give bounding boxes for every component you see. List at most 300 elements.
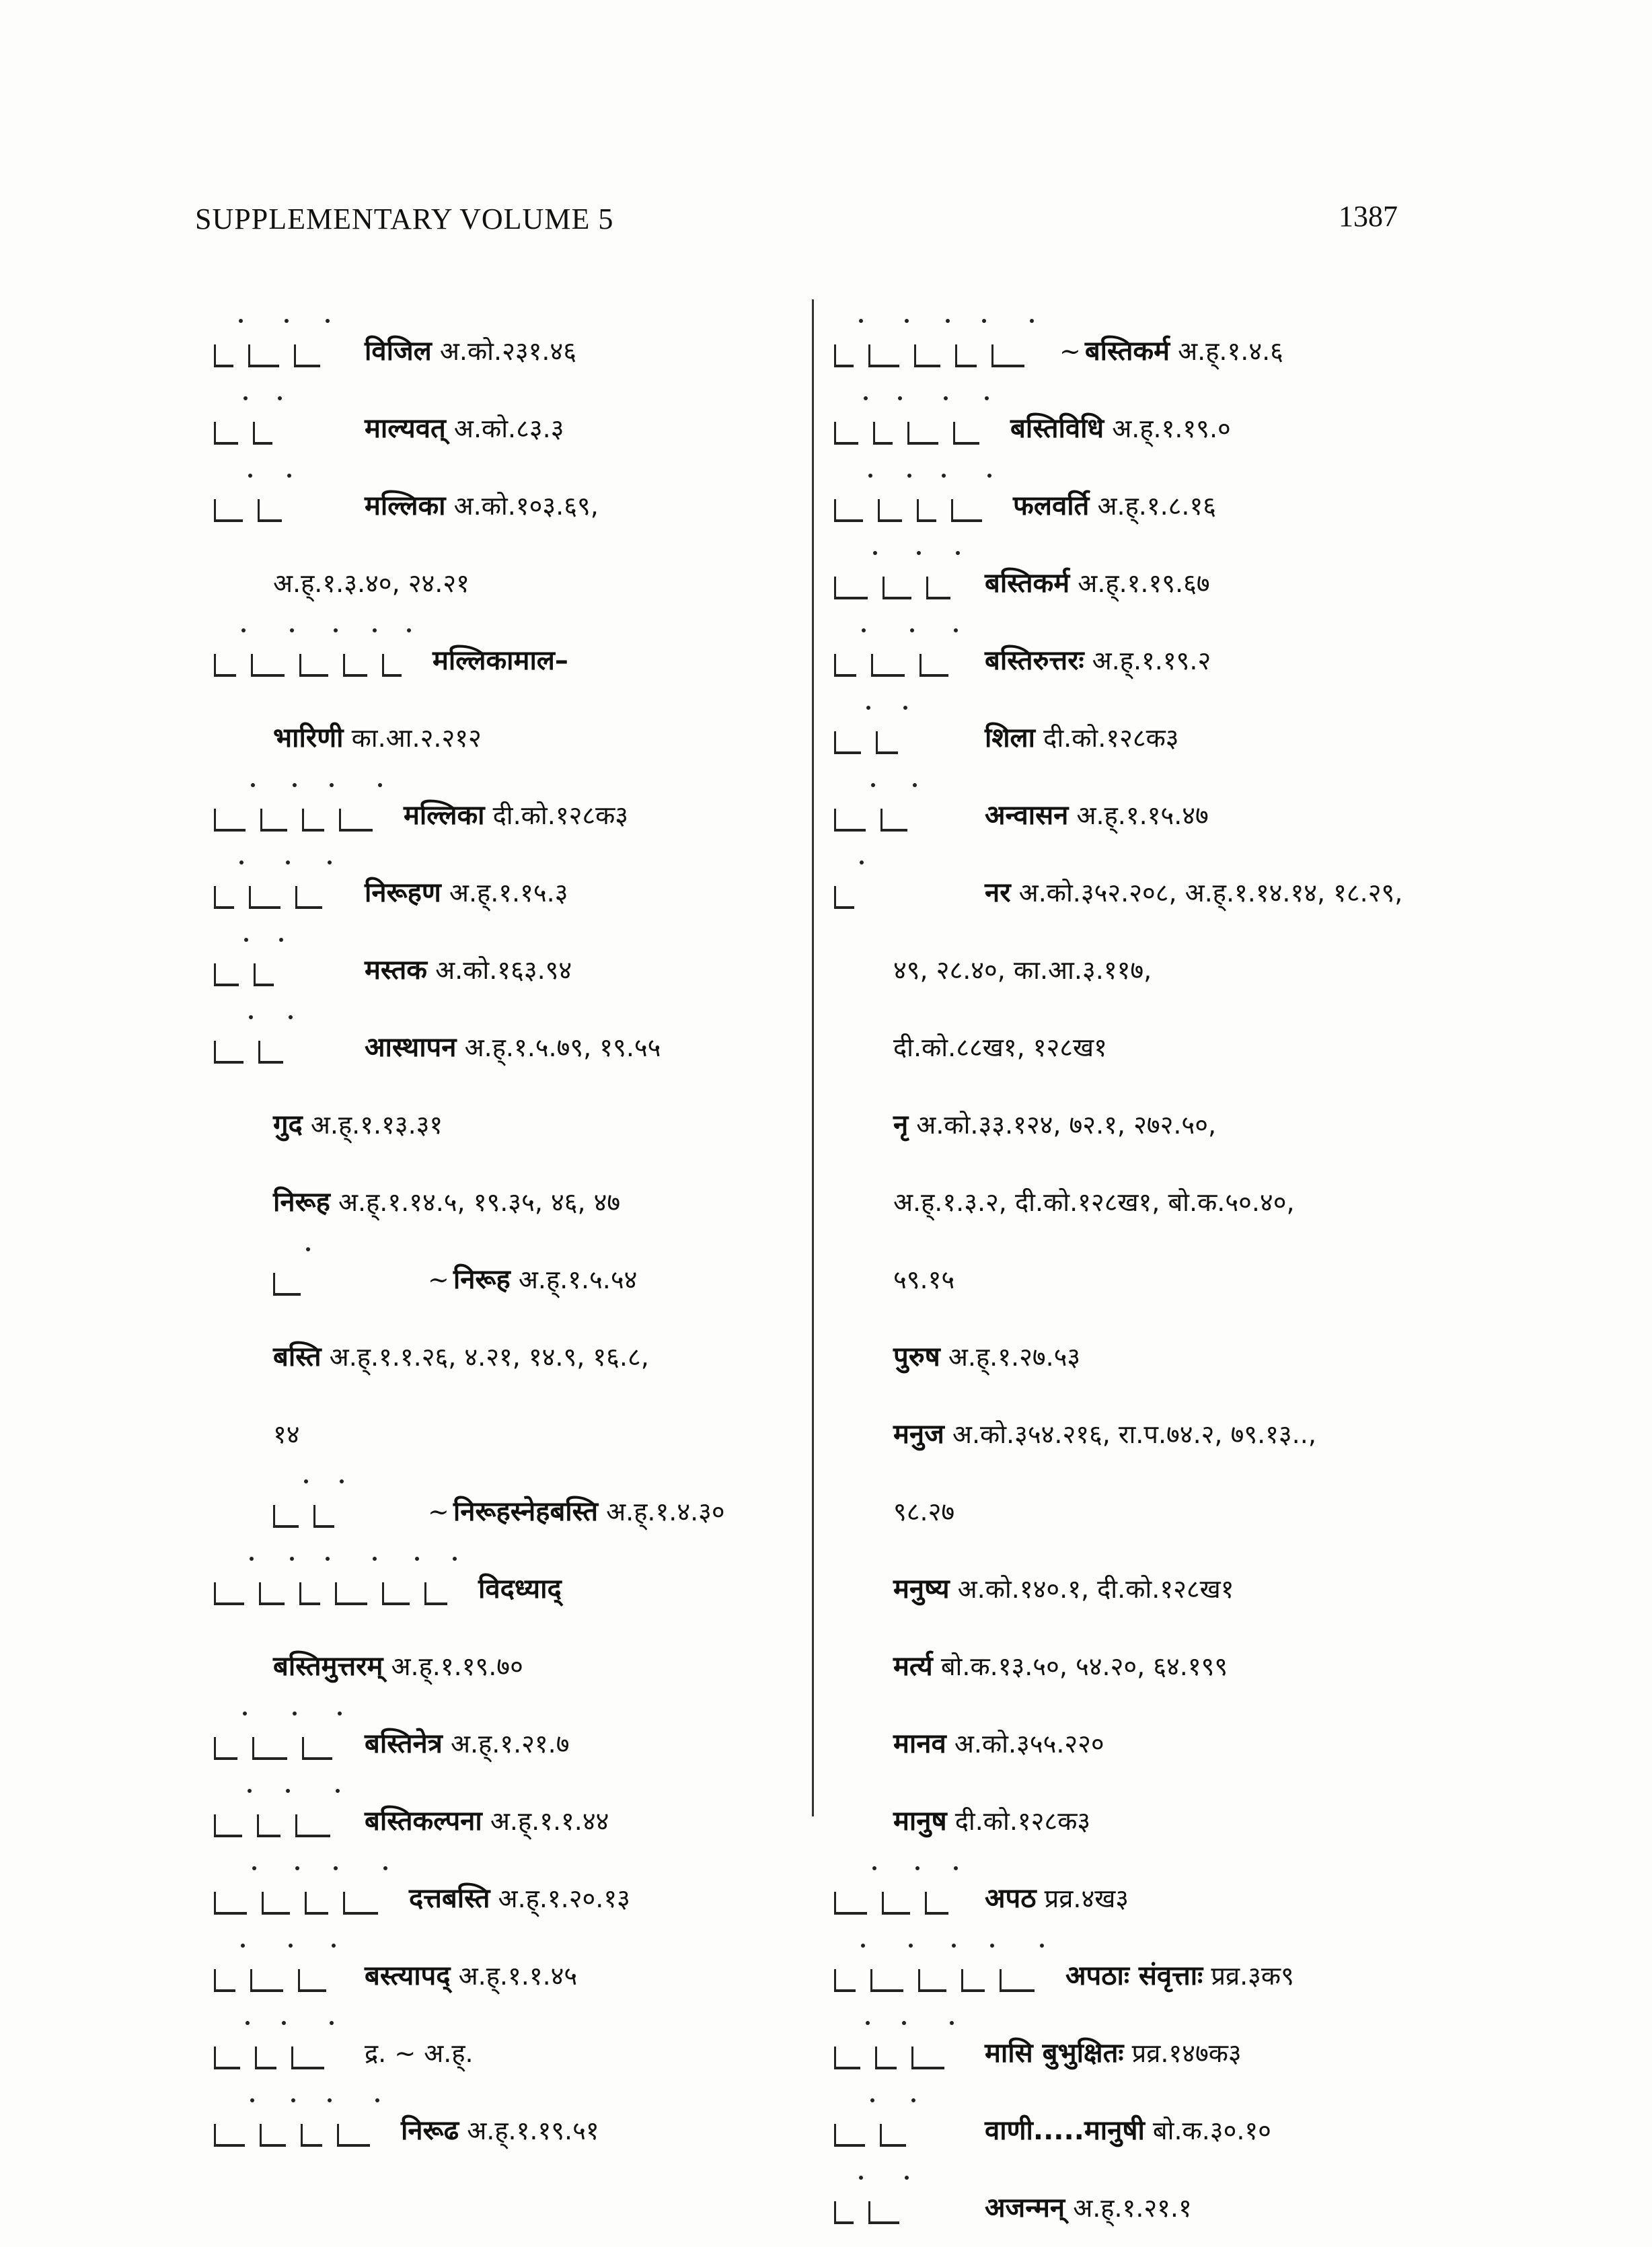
tibetan-headword xyxy=(214,1940,348,2015)
tibetan-syllable xyxy=(257,1814,280,1837)
sanskrit-equivalent: बस्तिविधि xyxy=(1010,413,1104,444)
tibetan-syllable xyxy=(834,809,866,832)
tsheg-mark xyxy=(326,1557,330,1561)
tsheg-mark xyxy=(251,783,255,787)
tsheg-mark xyxy=(898,396,902,400)
tibetan-headword xyxy=(214,392,348,468)
tsheg-mark xyxy=(293,1711,297,1716)
tibetan-syllable xyxy=(834,344,854,367)
tibetan-syllable xyxy=(260,2124,286,2147)
tibetan-syllable xyxy=(917,499,936,522)
entry-line xyxy=(834,2092,1439,2170)
tsheg-mark xyxy=(241,628,246,632)
tsheg-mark xyxy=(246,2021,250,2025)
tibetan-headword xyxy=(834,779,969,854)
tibetan-headword xyxy=(214,779,387,854)
tibetan-syllable xyxy=(834,577,868,599)
sanskrit-equivalent: बस्ति xyxy=(273,1341,322,1372)
tsheg-mark xyxy=(248,1789,252,1793)
tsheg-mark xyxy=(278,396,282,400)
tibetan-syllable xyxy=(294,344,320,367)
tibetan-syllable xyxy=(880,809,907,832)
tsheg-mark xyxy=(1030,319,1034,323)
column-divider xyxy=(812,299,814,1816)
tsheg-mark xyxy=(330,2021,334,2025)
tibetan-syllable xyxy=(214,1737,237,1760)
tsheg-mark xyxy=(861,1944,865,1948)
tibetan-syllable xyxy=(214,1814,242,1837)
tsheg-mark xyxy=(328,860,332,864)
sanskrit-equivalent: बस्त्यापद् xyxy=(365,1960,451,1991)
tibetan-headword xyxy=(834,702,969,777)
source-reference: ५९.१५ xyxy=(893,1265,955,1294)
sanskrit-equivalent: आस्थापन xyxy=(365,1032,457,1063)
tibetan-syllable xyxy=(834,1969,856,1992)
tibetan-syllable xyxy=(961,1969,985,1992)
source-reference: अ.ह्.१.१५.४७ xyxy=(1076,801,1209,830)
source-reference: अ.को.८३.३ xyxy=(453,414,564,443)
tibetan-syllable xyxy=(214,1041,243,1064)
tsheg-mark xyxy=(383,1866,387,1870)
tsheg-mark xyxy=(909,1944,913,1948)
tibetan-syllable xyxy=(424,1582,447,1605)
tsheg-mark xyxy=(328,2098,332,2102)
sanskrit-equivalent: मल्लिकामाल– xyxy=(433,645,568,676)
tibetan-syllable xyxy=(335,1582,367,1605)
tibetan-syllable xyxy=(876,731,898,754)
entry-line xyxy=(834,545,1439,622)
entry-line xyxy=(214,1628,792,1705)
tsheg-mark xyxy=(375,2098,379,2102)
tibetan-syllable xyxy=(248,344,279,367)
tsheg-mark xyxy=(911,2098,915,2102)
tibetan-headword xyxy=(214,470,348,545)
tsheg-mark xyxy=(950,2021,954,2025)
source-reference: अ.ह्.१.५.७९, १९.५५ xyxy=(464,1033,661,1062)
tsheg-mark xyxy=(954,1866,958,1870)
tilde-mark: ~ xyxy=(428,1497,449,1526)
tsheg-mark xyxy=(982,319,986,323)
tibetan-syllable xyxy=(301,2124,322,2147)
tibetan-syllable xyxy=(214,1582,244,1605)
right-column xyxy=(834,313,1439,2247)
tsheg-mark xyxy=(373,1557,377,1561)
tsheg-mark xyxy=(954,628,958,632)
tibetan-headword xyxy=(214,1707,348,1783)
tibetan-syllable xyxy=(870,1969,903,1992)
entry-line xyxy=(214,390,792,468)
tsheg-mark xyxy=(332,1944,336,1948)
source-reference: अ.ह्.१.२७.५३ xyxy=(948,1342,1081,1372)
entry-line xyxy=(834,1938,1439,2015)
tibetan-syllable xyxy=(250,1969,283,1992)
tibetan-syllable xyxy=(214,1892,247,1915)
source-reference: अ.को.२३१.४६ xyxy=(439,336,576,366)
tibetan-syllable xyxy=(382,1582,410,1605)
source-reference: अ.को.१६३.९४ xyxy=(435,955,572,985)
tsheg-mark xyxy=(987,474,991,478)
tsheg-mark xyxy=(910,628,914,632)
tibetan-syllable xyxy=(955,344,977,367)
tibetan-syllable xyxy=(262,1892,290,1915)
tsheg-mark xyxy=(903,706,907,710)
tibetan-syllable xyxy=(295,1814,330,1837)
sanskrit-equivalent: बस्तिकर्म xyxy=(985,568,1070,599)
source-reference: अ.ह्.१.८.१६ xyxy=(1097,491,1217,521)
tsheg-mark xyxy=(952,1944,956,1948)
source-reference: अ.ह्.१.१.४४ xyxy=(490,1806,609,1836)
tibetan-syllable xyxy=(834,2047,860,2069)
tibetan-syllable xyxy=(918,1969,946,1992)
entry-line xyxy=(834,932,1439,1009)
tsheg-mark xyxy=(286,860,290,864)
tibetan-syllable xyxy=(880,2124,906,2147)
entry-line xyxy=(214,1241,792,1319)
tibetan-syllable xyxy=(273,1273,301,1296)
tibetan-headword xyxy=(834,392,994,468)
tibetan-headword xyxy=(214,856,348,932)
entry-line xyxy=(834,1551,1439,1628)
entry-line xyxy=(834,1860,1439,1938)
tsheg-mark xyxy=(338,1711,342,1716)
entry-line xyxy=(834,1396,1439,1473)
tibetan-headword xyxy=(214,1785,348,1860)
tibetan-syllable xyxy=(214,2047,240,2069)
tibetan-syllable xyxy=(258,499,282,522)
entry-line xyxy=(834,777,1439,854)
tibetan-syllable xyxy=(343,1892,378,1915)
tsheg-mark xyxy=(291,2098,295,2102)
entry-line xyxy=(214,777,792,854)
tibetan-syllable xyxy=(907,422,938,445)
running-head: SUPPLEMENTARY VOLUME 5 xyxy=(195,202,614,235)
tibetan-syllable xyxy=(260,809,287,832)
entry-line xyxy=(834,1241,1439,1319)
tibetan-syllable xyxy=(834,2201,854,2224)
tsheg-mark xyxy=(956,551,960,555)
tsheg-mark xyxy=(902,2021,906,2025)
tsheg-mark xyxy=(243,396,248,400)
entry-line xyxy=(214,2092,792,2170)
tsheg-mark xyxy=(326,319,330,323)
entry-line xyxy=(214,854,792,932)
tsheg-mark xyxy=(239,860,243,864)
left-column xyxy=(214,313,792,2170)
tsheg-mark xyxy=(985,396,989,400)
tibetan-headword xyxy=(214,624,416,700)
tsheg-mark xyxy=(286,1789,290,1793)
source-reference: अ.ह्.१.३.४०, २४.२१ xyxy=(273,568,470,598)
entry-line xyxy=(214,1473,792,1551)
sanskrit-equivalent: निरूढ xyxy=(401,2115,459,2146)
sanskrit-equivalent: मल्लिका xyxy=(365,490,446,521)
sanskrit-equivalent: विजिल xyxy=(365,336,432,367)
tsheg-mark xyxy=(334,1866,338,1870)
sanskrit-equivalent: मनुष्य xyxy=(893,1574,950,1605)
tibetan-syllable xyxy=(299,1582,320,1605)
tibetan-syllable xyxy=(882,1892,910,1915)
tsheg-mark xyxy=(915,1866,919,1870)
sanskrit-equivalent: अजन्मन् xyxy=(985,2193,1065,2223)
tibetan-headword xyxy=(214,934,348,1009)
tibetan-syllable xyxy=(868,2201,899,2224)
tibetan-headword xyxy=(214,1862,393,1938)
source-reference: प्रव्र.१४७क३ xyxy=(1131,2038,1242,2068)
tsheg-mark xyxy=(289,1015,293,1019)
tsheg-mark xyxy=(859,319,863,323)
sanskrit-equivalent: फलवर्ति xyxy=(1013,490,1090,521)
tibetan-syllable xyxy=(834,1892,867,1915)
tibetan-syllable xyxy=(914,344,940,367)
source-reference: दी.को.१२८क३ xyxy=(492,801,629,830)
source-reference: अ.ह्.१.१९.५१ xyxy=(467,2116,599,2145)
sanskrit-equivalent: मनुज xyxy=(893,1419,944,1450)
entry-line xyxy=(214,932,792,1009)
source-reference: द्र. ~ अ.ह्. xyxy=(365,2038,474,2068)
entry-line xyxy=(834,2015,1439,2092)
tibetan-headword xyxy=(834,624,969,700)
tibetan-headword xyxy=(834,1940,1049,2015)
tibetan-syllable xyxy=(298,1969,326,1992)
tibetan-syllable xyxy=(214,422,238,445)
sanskrit-equivalent: मल्लिका xyxy=(404,800,485,831)
tibetan-headword xyxy=(273,1475,408,1551)
tibetan-headword xyxy=(834,2094,969,2170)
source-reference: अ.ह्.१.४.३० xyxy=(606,1497,725,1526)
tsheg-mark xyxy=(334,628,338,632)
tibetan-syllable xyxy=(214,499,243,522)
tsheg-mark xyxy=(415,1557,419,1561)
entry-line xyxy=(834,1164,1439,1241)
tibetan-syllable xyxy=(253,422,272,445)
tibetan-syllable xyxy=(875,2047,897,2069)
source-reference: अ.ह्.१.३.२, दी.को.१२८ख१, बो.क.५०.४०, xyxy=(893,1187,1295,1217)
sanskrit-equivalent: बस्तिमुत्तरम् xyxy=(273,1651,383,1682)
tibetan-headword xyxy=(214,315,348,390)
source-reference: अ.को.१४०.१, दी.को.१२८ख१ xyxy=(957,1574,1234,1604)
source-reference: प्रव्र.३क९ xyxy=(1211,1961,1294,1991)
tsheg-mark xyxy=(905,2176,909,2180)
sanskrit-equivalent: दत्तबस्ति xyxy=(409,1883,490,1914)
tsheg-mark xyxy=(340,1479,344,1483)
tsheg-mark xyxy=(859,2176,863,2180)
tsheg-mark xyxy=(250,1557,254,1561)
tibetan-syllable xyxy=(951,499,982,522)
sanskrit-equivalent: निरूह xyxy=(453,1264,511,1295)
tsheg-mark xyxy=(239,319,243,323)
tsheg-mark xyxy=(913,783,917,787)
sanskrit-equivalent: अपठ xyxy=(985,1883,1037,1914)
source-reference: अ.ह्.१.१९.७० xyxy=(391,1652,523,1681)
source-reference: १४ xyxy=(273,1420,300,1449)
tsheg-mark xyxy=(244,938,248,942)
sanskrit-equivalent: मानुष xyxy=(893,1806,947,1837)
entry-line xyxy=(214,1551,792,1628)
tibetan-syllable xyxy=(873,422,893,445)
sanskrit-equivalent: मर्त्य xyxy=(893,1651,933,1682)
tibetan-syllable xyxy=(251,654,285,677)
source-reference: ४९, २८.४०, का.आ.३.११७, xyxy=(893,955,1152,985)
entry-line xyxy=(834,1319,1439,1396)
tibetan-headword xyxy=(214,1011,348,1086)
sanskrit-equivalent: नृ xyxy=(893,1109,909,1140)
tibetan-syllable xyxy=(337,2124,370,2147)
tibetan-syllable xyxy=(214,654,236,677)
tibetan-syllable xyxy=(834,2124,865,2147)
sanskrit-equivalent: मस्तक xyxy=(365,955,427,986)
tibetan-syllable xyxy=(255,2047,276,2069)
entry-line xyxy=(834,1473,1439,1551)
sanskrit-equivalent: बस्तिकल्पना xyxy=(365,1806,482,1837)
entry-line xyxy=(834,700,1439,777)
tibetan-syllable xyxy=(343,654,367,677)
tsheg-mark xyxy=(990,1944,994,1948)
tibetan-syllable xyxy=(254,963,274,986)
tsheg-mark xyxy=(336,1789,340,1793)
tibetan-headword xyxy=(834,2017,969,2092)
sanskrit-equivalent: निरूह xyxy=(273,1187,330,1218)
tibetan-syllable xyxy=(919,654,948,677)
source-reference: अ.ह्.१.२१.१ xyxy=(1073,2193,1192,2223)
sanskrit-equivalent: भारिणी xyxy=(273,723,344,753)
entry-line xyxy=(834,390,1439,468)
source-reference: अ.को.३३.१२४, ७२.१, २७२.५०, xyxy=(916,1110,1217,1140)
tibetan-syllable xyxy=(305,1892,328,1915)
source-reference: अ.ह्.१.५.५४ xyxy=(518,1265,638,1294)
tibetan-syllable xyxy=(339,809,373,832)
tsheg-mark xyxy=(304,1479,308,1483)
tibetan-syllable xyxy=(302,809,324,832)
sanskrit-equivalent: वाणी.....मानुषी xyxy=(985,2115,1145,2146)
tibetan-syllable xyxy=(214,2124,245,2147)
tibetan-syllable xyxy=(871,654,905,677)
tibetan-syllable xyxy=(834,422,858,445)
tibetan-headword xyxy=(834,856,969,932)
tsheg-mark xyxy=(905,319,909,323)
tibetan-headword xyxy=(273,1243,408,1319)
entry-line xyxy=(834,1628,1439,1705)
source-reference: ९८.२७ xyxy=(893,1497,955,1526)
source-reference: अ.ह्.१.१५.३ xyxy=(449,878,568,908)
tsheg-mark xyxy=(293,783,297,787)
tibetan-syllable xyxy=(249,886,280,909)
tsheg-mark xyxy=(944,396,948,400)
tilde-mark: ~ xyxy=(1059,336,1081,366)
tsheg-mark xyxy=(373,628,377,632)
tibetan-syllable xyxy=(834,731,861,754)
tilde-mark: ~ xyxy=(428,1265,449,1294)
sanskrit-equivalent: गुद xyxy=(273,1109,303,1140)
tsheg-mark xyxy=(285,319,289,323)
tsheg-mark xyxy=(873,551,877,555)
sanskrit-equivalent: पुरुष xyxy=(893,1341,940,1372)
source-reference: अ.ह्.१.१.४५ xyxy=(458,1961,578,1991)
tsheg-mark xyxy=(870,2098,874,2102)
tsheg-mark xyxy=(917,551,921,555)
sanskrit-equivalent: निरूहण xyxy=(365,877,441,908)
entry-line xyxy=(834,2170,1439,2247)
tsheg-mark xyxy=(407,628,411,632)
source-reference: अ.को.३५२.२०८, अ.ह्.१.१४.१४, १८.२९, xyxy=(1018,878,1403,908)
tsheg-mark xyxy=(864,396,868,400)
tibetan-headword xyxy=(834,2172,969,2247)
entry-line xyxy=(834,854,1439,932)
sanskrit-equivalent: अन्वासन xyxy=(985,800,1069,831)
tsheg-mark xyxy=(907,474,911,478)
tsheg-mark xyxy=(282,2021,286,2025)
tibetan-syllable xyxy=(313,1505,334,1528)
tibetan-syllable xyxy=(834,499,863,522)
entry-line xyxy=(214,700,792,777)
tsheg-mark xyxy=(946,319,950,323)
tsheg-mark xyxy=(868,474,872,478)
tsheg-mark xyxy=(378,783,382,787)
tibetan-syllable xyxy=(302,1737,332,1760)
source-reference: अ.ह्.१.२१.७ xyxy=(450,1729,570,1759)
source-reference: अ.ह्.१.१९.२ xyxy=(1092,646,1211,675)
tsheg-mark xyxy=(287,474,291,478)
tsheg-mark xyxy=(860,860,864,864)
entry-line xyxy=(834,468,1439,545)
entry-line xyxy=(214,1396,792,1473)
sanskrit-equivalent: निरूहस्नेहबस्ति xyxy=(453,1496,599,1527)
tsheg-mark xyxy=(330,783,334,787)
tibetan-syllable xyxy=(834,886,854,909)
tsheg-mark xyxy=(866,2021,870,2025)
tsheg-mark xyxy=(290,1557,294,1561)
tibetan-syllable xyxy=(259,1582,285,1605)
entry-line xyxy=(834,1086,1439,1164)
tibetan-headword xyxy=(214,2017,348,2092)
sanskrit-equivalent: बस्तिकर्म xyxy=(1084,336,1170,367)
source-reference: अ.ह्.१.१९.६७ xyxy=(1078,568,1210,598)
tsheg-mark xyxy=(252,1866,256,1870)
entry-line xyxy=(214,1783,792,1860)
tsheg-mark xyxy=(1040,1944,1044,1948)
tsheg-mark xyxy=(306,1247,310,1251)
sanskrit-equivalent: अपठाः संवृत्ताः xyxy=(1065,1960,1203,1991)
source-reference: का.आ.२.२१२ xyxy=(351,723,482,753)
tibetan-syllable xyxy=(299,654,328,677)
source-reference: अ.ह्.१.१९.० xyxy=(1112,414,1231,443)
tibetan-syllable xyxy=(273,1505,299,1528)
sanskrit-equivalent: बस्तिरुत्तरः xyxy=(985,645,1084,676)
source-reference: अ.ह्.१.४.६ xyxy=(1178,336,1283,366)
entry-line xyxy=(214,468,792,545)
tibetan-headword xyxy=(214,1553,462,1628)
tibetan-syllable xyxy=(911,2047,944,2069)
source-reference: बो.क.१३.५०, ५४.२०, ६४.१९९ xyxy=(940,1652,1228,1681)
source-reference: प्रव्र.४ख३ xyxy=(1044,1884,1129,1913)
entry-line xyxy=(834,1705,1439,1783)
tibetan-syllable xyxy=(214,344,233,367)
tibetan-syllable xyxy=(878,499,902,522)
tsheg-mark xyxy=(295,1866,299,1870)
entry-line xyxy=(214,2015,792,2092)
tibetan-syllable xyxy=(295,886,322,909)
tibetan-syllable xyxy=(382,654,402,677)
entry-line xyxy=(214,545,792,622)
entry-line xyxy=(214,313,792,390)
tsheg-mark xyxy=(248,474,252,478)
tsheg-mark xyxy=(290,628,294,632)
sanskrit-equivalent: मानव xyxy=(893,1728,946,1759)
entry-line xyxy=(214,1164,792,1241)
sanskrit-equivalent: नर xyxy=(985,877,1011,908)
tibetan-headword xyxy=(834,547,969,622)
entry-line xyxy=(214,1938,792,2015)
tsheg-mark xyxy=(872,1866,876,1870)
